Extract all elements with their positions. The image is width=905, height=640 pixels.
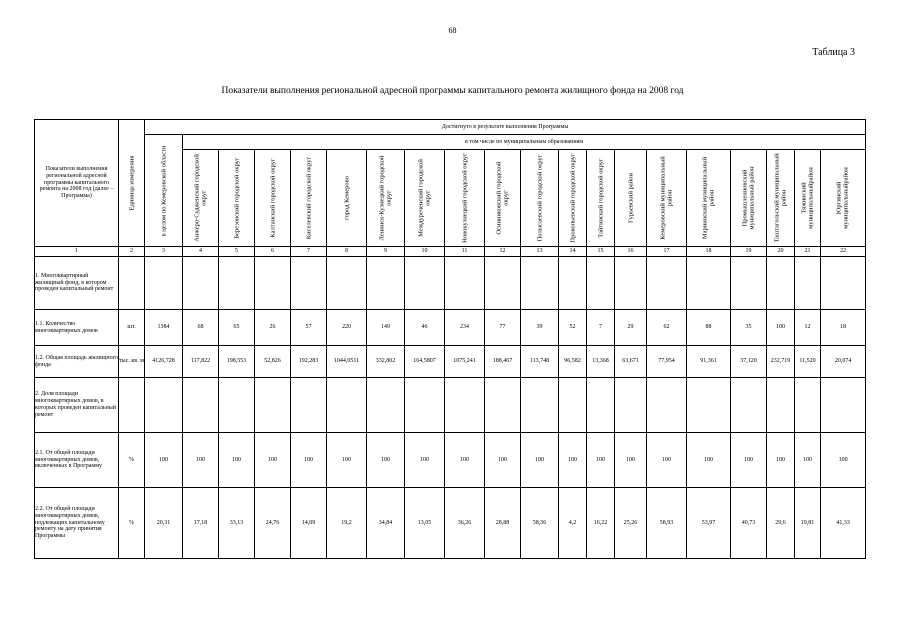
value-cell: 20,074 <box>821 346 866 378</box>
value-cell: 100 <box>767 433 795 488</box>
column-number: 20 <box>767 247 795 257</box>
value-cell: 46 <box>405 310 445 346</box>
header-municipality-text: Киселевский городской округ <box>304 156 312 240</box>
header-municipality-text: Таштагольский муниципальный район <box>773 153 788 243</box>
row-unit: тыс. кв. м <box>119 346 145 378</box>
value-cell <box>521 378 559 433</box>
value-cell <box>291 378 327 433</box>
value-cell <box>521 257 559 310</box>
column-number: 14 <box>559 247 587 257</box>
value-cell: 100 <box>587 433 615 488</box>
value-cell: 58,93 <box>647 488 687 559</box>
row-label: 2. Доля площади многоквартирных домов, в которых проведен капитальный ремонт <box>35 378 119 433</box>
value-cell <box>587 257 615 310</box>
value-cell <box>145 378 183 433</box>
value-cell <box>559 257 587 310</box>
value-cell <box>821 257 866 310</box>
header-achieved: Достигнуто в результате выполнения Программы <box>145 120 866 135</box>
column-number: 19 <box>731 247 767 257</box>
value-cell: 100 <box>767 310 795 346</box>
value-cell: 18 <box>821 310 866 346</box>
value-cell <box>255 378 291 433</box>
row-label: 2.1. От общей площади многоквартирных домов, включенных в Программу <box>35 433 119 488</box>
row-unit: шт. <box>119 310 145 346</box>
header-indicator: Показатели выполнения региональной адресной программы капитального ремонта на 2008 год (далее – Программа) <box>35 120 119 247</box>
value-cell: 188,467 <box>485 346 521 378</box>
value-cell: 113,748 <box>521 346 559 378</box>
column-number: 8 <box>327 247 367 257</box>
header-municipality <box>219 150 255 247</box>
value-cell: 100 <box>521 433 559 488</box>
row-unit: % <box>119 433 145 488</box>
value-cell: 14,09 <box>291 488 327 559</box>
value-cell <box>615 257 647 310</box>
value-cell: 1075,241 <box>445 346 485 378</box>
value-cell: 53,97 <box>687 488 731 559</box>
column-number: 4 <box>183 247 219 257</box>
value-cell: 77 <box>485 310 521 346</box>
value-cell: 77,954 <box>647 346 687 378</box>
value-cell: 52,826 <box>255 346 291 378</box>
value-cell: 68 <box>183 310 219 346</box>
value-cell <box>219 257 255 310</box>
row-unit <box>119 378 145 433</box>
table-label: Таблица 3 <box>812 47 855 58</box>
column-number: 11 <box>445 247 485 257</box>
value-cell: 100 <box>485 433 521 488</box>
value-cell: 20,31 <box>145 488 183 559</box>
value-cell: 100 <box>821 433 866 488</box>
header-municipality-text: Новокузнецкий городской округ <box>460 153 468 243</box>
value-cell <box>445 378 485 433</box>
value-cell <box>291 257 327 310</box>
table-row <box>35 257 866 310</box>
value-cell <box>219 378 255 433</box>
header-municipality <box>183 150 219 247</box>
header-municipality <box>445 150 485 247</box>
value-cell <box>647 257 687 310</box>
value-cell: 1384 <box>145 310 183 346</box>
value-cell: 220 <box>327 310 367 346</box>
column-number: 22 <box>821 247 866 257</box>
value-cell: 40,73 <box>731 488 767 559</box>
value-cell <box>767 257 795 310</box>
value-cell: 39 <box>521 310 559 346</box>
header-municipality-text: Промышленновский муниципальный район <box>741 166 756 230</box>
header-municipality <box>327 150 367 247</box>
value-cell <box>559 378 587 433</box>
performance-table <box>34 119 866 559</box>
value-cell: 91,361 <box>687 346 731 378</box>
value-cell: 100 <box>145 433 183 488</box>
value-cell: 57 <box>291 310 327 346</box>
row-label: 1. Многоквартирный жилищный фонд, в котором проведен капитальный ремонт <box>35 257 119 310</box>
column-number: 2 <box>119 247 145 257</box>
value-cell: 117,822 <box>183 346 219 378</box>
header-municipality-text: Осинниковский городской округ <box>495 161 510 235</box>
value-cell <box>795 257 821 310</box>
header-municipality-text: Березовский городской округ <box>232 157 240 239</box>
column-number: 9 <box>367 247 405 257</box>
header-row-1 <box>35 120 866 135</box>
value-cell: 33,13 <box>219 488 255 559</box>
value-cell: 100 <box>687 433 731 488</box>
value-cell <box>445 257 485 310</box>
row-unit: % <box>119 488 145 559</box>
value-cell: 88 <box>687 310 731 346</box>
header-municipality-text: Гурьевский район <box>626 173 634 223</box>
header-municipality-text: Анжеро-Судженский городской округ <box>193 154 208 242</box>
header-municipality-text: город Кемерово <box>342 176 350 220</box>
document-title: Показатели выполнения региональной адресной программы капитального ремонта жилищного фонда на 2008 год <box>221 86 684 96</box>
value-cell: 13,368 <box>587 346 615 378</box>
row-unit <box>119 257 145 310</box>
header-municipality-text: Ленинск-Кузнецкий городской округ <box>378 155 393 241</box>
value-cell: 16,22 <box>587 488 615 559</box>
header-municipality-text: Калтанский городской округ <box>268 158 276 238</box>
column-number: 5 <box>219 247 255 257</box>
value-cell: 1044,0511 <box>327 346 367 378</box>
value-cell: 4,2 <box>559 488 587 559</box>
page-number: 68 <box>448 26 457 35</box>
value-cell: 17,18 <box>183 488 219 559</box>
header-including: в том числе по муниципальным образованиям <box>183 135 866 150</box>
value-cell <box>731 257 767 310</box>
value-cell: 37,120 <box>731 346 767 378</box>
column-number: 12 <box>485 247 521 257</box>
value-cell: 100 <box>219 433 255 488</box>
header-municipality <box>559 150 587 247</box>
value-cell: 19,2 <box>327 488 367 559</box>
value-cell: 100 <box>731 433 767 488</box>
column-number-row <box>35 247 866 257</box>
header-municipality <box>615 150 647 247</box>
value-cell <box>767 378 795 433</box>
table-row <box>35 433 866 488</box>
value-cell <box>145 257 183 310</box>
header-row-2 <box>35 135 866 150</box>
value-cell <box>183 378 219 433</box>
value-cell <box>183 257 219 310</box>
value-cell: 234 <box>445 310 485 346</box>
value-cell: 52 <box>559 310 587 346</box>
value-cell: 58,36 <box>521 488 559 559</box>
value-cell: 198,553 <box>219 346 255 378</box>
header-municipality-text: Юргинский муниципальныйрайон <box>835 167 851 229</box>
value-cell: 100 <box>795 433 821 488</box>
header-municipality <box>587 150 615 247</box>
row-label: 1.2. Общая площадь жилищного фонда <box>35 346 119 378</box>
value-cell: 192,283 <box>291 346 327 378</box>
value-cell: 100 <box>615 433 647 488</box>
row-label: 2.2. От общей площади многоквартирных домов, подлежащих капитальному ремонту на дату принятия Программы <box>35 488 119 559</box>
header-municipality <box>405 150 445 247</box>
column-number: 16 <box>615 247 647 257</box>
value-cell <box>587 378 615 433</box>
header-municipality-text: Междуреченский городской округ <box>417 159 432 237</box>
value-cell: 332,802 <box>367 346 405 378</box>
value-cell <box>687 378 731 433</box>
value-cell <box>367 378 405 433</box>
value-cell <box>647 378 687 433</box>
value-cell <box>687 257 731 310</box>
value-cell <box>327 378 367 433</box>
header-municipality-text: Полысаевский городской округ <box>535 154 543 242</box>
header-municipality <box>687 150 731 247</box>
value-cell: 13,05 <box>405 488 445 559</box>
value-cell <box>795 378 821 433</box>
column-number: 15 <box>587 247 615 257</box>
header-unit <box>119 120 145 247</box>
column-number: 10 <box>405 247 445 257</box>
header-municipality-text: Прокопьевский городской округ <box>568 153 576 243</box>
value-cell: 100 <box>367 433 405 488</box>
column-number: 3 <box>145 247 183 257</box>
table-row <box>35 488 866 559</box>
value-cell <box>615 378 647 433</box>
value-cell <box>485 378 521 433</box>
value-cell: 65 <box>219 310 255 346</box>
header-municipality <box>485 150 521 247</box>
column-number: 6 <box>255 247 291 257</box>
value-cell: 35 <box>731 310 767 346</box>
value-cell <box>327 257 367 310</box>
table-row <box>35 378 866 433</box>
value-cell <box>821 378 866 433</box>
value-cell <box>405 378 445 433</box>
value-cell: 29 <box>615 310 647 346</box>
value-cell: 149 <box>367 310 405 346</box>
header-total <box>145 135 183 247</box>
column-number: 17 <box>647 247 687 257</box>
value-cell <box>405 257 445 310</box>
value-cell: 4126,728 <box>145 346 183 378</box>
value-cell: 12 <box>795 310 821 346</box>
value-cell: 25,26 <box>615 488 647 559</box>
value-cell: 41,33 <box>821 488 866 559</box>
header-municipality <box>731 150 767 247</box>
value-cell: 24,76 <box>255 488 291 559</box>
value-cell: 62 <box>647 310 687 346</box>
header-municipality <box>291 150 327 247</box>
value-cell: 63,671 <box>615 346 647 378</box>
value-cell: 164,5807 <box>405 346 445 378</box>
value-cell: 26 <box>255 310 291 346</box>
value-cell: 232,719 <box>767 346 795 378</box>
header-municipality <box>795 150 821 247</box>
value-cell <box>485 257 521 310</box>
column-number: 21 <box>795 247 821 257</box>
header-municipality <box>767 150 795 247</box>
table-row <box>35 346 866 378</box>
value-cell: 11,520 <box>795 346 821 378</box>
value-cell: 28,88 <box>485 488 521 559</box>
value-cell: 100 <box>445 433 485 488</box>
header-unit-text: Единица измерения <box>127 155 135 211</box>
column-number: 7 <box>291 247 327 257</box>
value-cell: 29,6 <box>767 488 795 559</box>
header-municipality <box>255 150 291 247</box>
value-cell: 7 <box>587 310 615 346</box>
value-cell: 100 <box>291 433 327 488</box>
value-cell: 19,81 <box>795 488 821 559</box>
value-cell <box>255 257 291 310</box>
value-cell: 100 <box>255 433 291 488</box>
value-cell: 36,26 <box>445 488 485 559</box>
value-cell: 100 <box>405 433 445 488</box>
value-cell: 34,84 <box>367 488 405 559</box>
value-cell: 96,582 <box>559 346 587 378</box>
column-number: 18 <box>687 247 731 257</box>
header-municipality <box>521 150 559 247</box>
header-total-text: в целом по Кемеровской области <box>159 145 167 236</box>
value-cell: 100 <box>647 433 687 488</box>
column-number: 1 <box>35 247 119 257</box>
row-label: 1.1. Количество многоквартирных домов <box>35 310 119 346</box>
header-municipality <box>647 150 687 247</box>
header-municipality-text: Кемеровский муниципальный район <box>659 156 674 240</box>
value-cell <box>731 378 767 433</box>
value-cell: 100 <box>559 433 587 488</box>
value-cell: 100 <box>327 433 367 488</box>
value-cell: 100 <box>183 433 219 488</box>
header-municipality <box>821 150 866 247</box>
column-number: 13 <box>521 247 559 257</box>
header-municipality-text: Тайгинский городской округ <box>596 158 604 238</box>
header-municipality-text: Тяжинский муниципальныйрайон <box>800 167 815 229</box>
table-row <box>35 310 866 346</box>
header-municipality <box>367 150 405 247</box>
value-cell <box>367 257 405 310</box>
header-municipality-text: Мариинский муниципальный район <box>701 156 716 240</box>
